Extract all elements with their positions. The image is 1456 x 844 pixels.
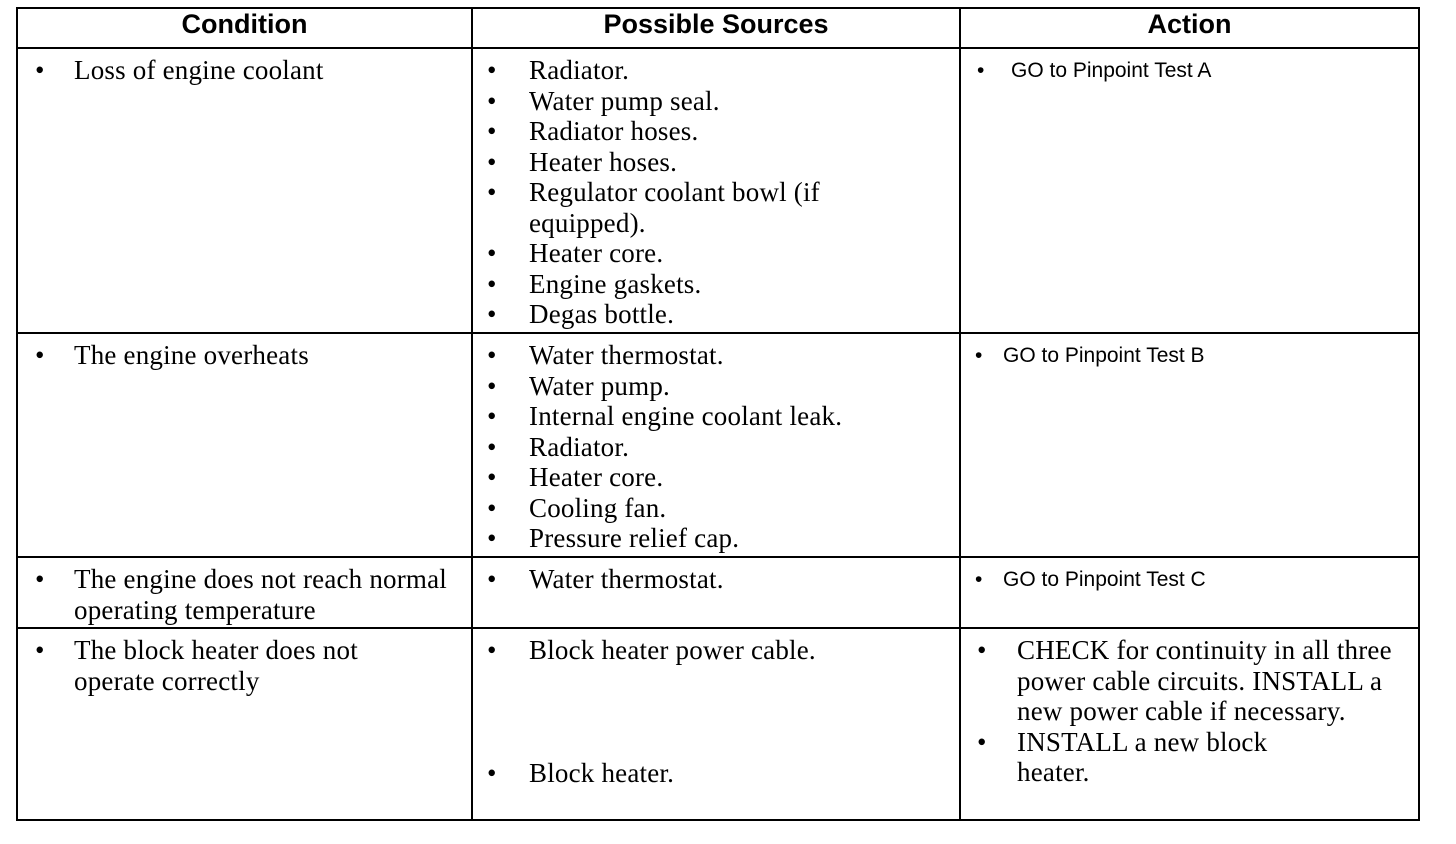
bullet-icon: • <box>487 85 497 116</box>
table-row <box>17 628 1419 820</box>
bullet-icon: • <box>487 401 497 431</box>
bullet-icon: • <box>487 146 497 177</box>
source-item <box>473 86 959 117</box>
source-item <box>473 371 959 402</box>
source-item <box>473 523 959 554</box>
source-text: Block heater power cable. <box>529 635 816 665</box>
action-cell <box>960 48 1419 333</box>
table-row <box>17 333 1419 557</box>
bullet-icon: • <box>487 370 497 401</box>
bullet-icon: • <box>487 340 497 370</box>
source-text: Cooling fan. <box>529 492 667 523</box>
table-row <box>17 48 1419 333</box>
action-text: GO to Pinpoint Test C <box>1003 568 1206 591</box>
condition-text: The engine overheats <box>74 340 309 370</box>
condition-text: The engine does not reach normal operating temperature <box>74 564 448 625</box>
header-row <box>17 8 1419 48</box>
source-text: Radiator. <box>529 431 630 462</box>
header-action: Action <box>960 8 1419 48</box>
action-item <box>961 558 1418 593</box>
source-item <box>473 147 959 178</box>
action-item <box>961 635 1418 727</box>
action-cell <box>960 333 1419 557</box>
condition-cell <box>17 628 472 820</box>
condition-cell <box>17 333 472 557</box>
condition-item <box>18 55 471 86</box>
source-text: Radiator. <box>529 55 630 85</box>
bullet-icon: • <box>487 523 497 553</box>
bullet-icon: • <box>975 568 983 591</box>
condition-item <box>18 340 471 371</box>
source-item <box>473 55 959 86</box>
source-item <box>473 493 959 524</box>
source-text: Water pump seal. <box>529 85 720 116</box>
bullet-icon: • <box>487 757 497 788</box>
action-cell <box>960 628 1419 820</box>
diagnosis-table <box>16 7 1420 821</box>
condition-item <box>18 635 471 696</box>
table-row <box>17 557 1419 628</box>
bullet-icon: • <box>487 564 497 594</box>
action-text: INSTALL a new block heater. <box>1017 726 1268 787</box>
sources-cell <box>472 628 960 820</box>
bullet-icon: • <box>487 238 497 268</box>
condition-cell <box>17 48 472 333</box>
source-text: Water thermostat. <box>529 340 724 370</box>
source-item <box>473 177 959 238</box>
sources-cell <box>472 557 960 628</box>
action-text: CHECK for continuity in all three power cable circuits. INSTALL a new power cable if necessary. <box>1017 635 1392 726</box>
action-text: GO to Pinpoint Test B <box>1003 344 1205 367</box>
source-text: Internal engine coolant leak. <box>529 401 843 431</box>
bullet-icon: • <box>977 726 987 757</box>
source-text: Radiator hoses. <box>529 116 699 146</box>
source-text: Pressure relief cap. <box>529 523 740 553</box>
source-item <box>473 299 959 330</box>
source-text: Block heater. <box>529 757 675 788</box>
action-item <box>961 49 1418 84</box>
header-possible-sources: Possible Sources <box>472 8 960 48</box>
condition-cell <box>17 557 472 628</box>
sources-cell <box>472 333 960 557</box>
bullet-icon: • <box>487 431 497 462</box>
source-text: Degas bottle. <box>529 299 675 329</box>
source-text: Heater core. <box>529 238 664 268</box>
source-text: Water pump. <box>529 370 670 401</box>
bullet-icon: • <box>487 492 497 523</box>
source-text: Regulator coolant bowl (if equipped). <box>529 177 820 238</box>
condition-text: The block heater does not operate correctly <box>74 635 358 696</box>
bullet-icon: • <box>487 55 497 85</box>
header-condition: Condition <box>17 8 472 48</box>
source-text: Engine gaskets. <box>529 268 702 299</box>
bullet-icon: • <box>487 177 497 207</box>
source-item <box>473 462 959 493</box>
source-item <box>473 269 959 300</box>
source-item <box>473 401 959 432</box>
source-item <box>473 340 959 371</box>
bullet-icon: • <box>35 564 45 594</box>
action-item <box>961 334 1418 369</box>
bullet-icon: • <box>977 59 985 82</box>
source-item <box>473 564 959 595</box>
bullet-icon: • <box>487 635 497 665</box>
action-item <box>961 727 1418 788</box>
condition-item <box>18 564 471 625</box>
bullet-icon: • <box>487 462 497 492</box>
bullet-icon: • <box>977 635 987 665</box>
source-item <box>473 116 959 147</box>
bullet-icon: • <box>487 116 497 146</box>
bullet-icon: • <box>35 55 45 85</box>
source-text: Heater hoses. <box>529 146 678 177</box>
action-text: GO to Pinpoint Test A <box>1011 59 1212 82</box>
source-item <box>473 758 959 789</box>
action-cell <box>960 557 1419 628</box>
bullet-icon: • <box>487 299 497 329</box>
sources-cell <box>472 48 960 333</box>
condition-text: Loss of engine coolant <box>74 55 324 85</box>
bullet-icon: • <box>487 268 497 299</box>
source-text: Water thermostat. <box>529 564 724 594</box>
source-item <box>473 432 959 463</box>
bullet-icon: • <box>35 340 45 370</box>
bullet-icon: • <box>35 635 45 665</box>
bullet-icon: • <box>975 344 983 367</box>
source-text: Heater core. <box>529 462 664 492</box>
source-item <box>473 635 959 666</box>
source-item <box>473 238 959 269</box>
